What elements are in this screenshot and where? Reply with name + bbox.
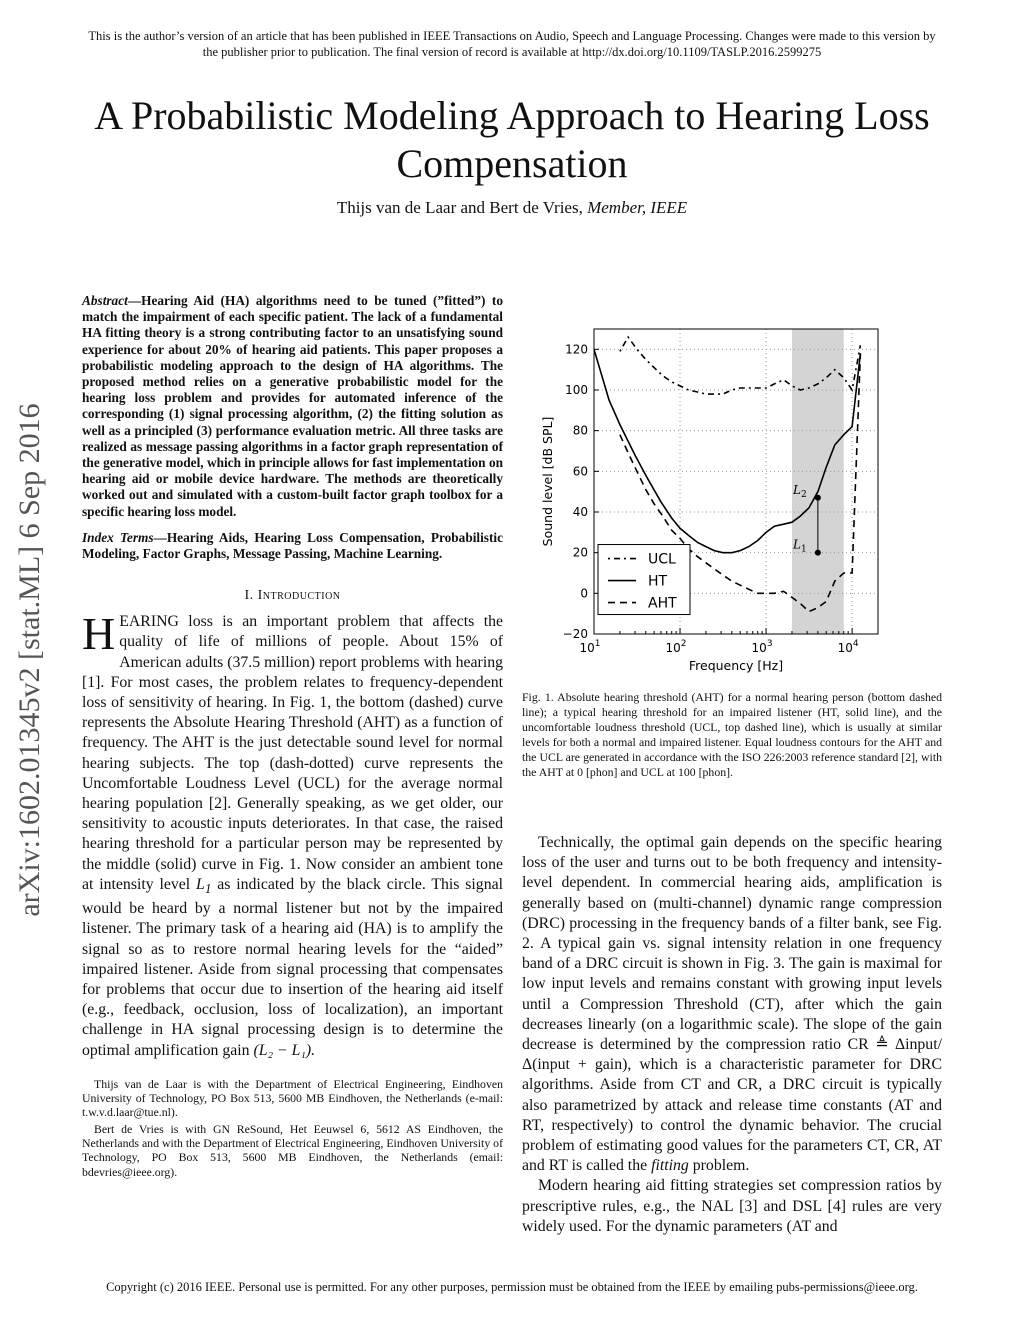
x-tick-label: $10^3$ [751,639,773,655]
annotation-point-l1 [815,550,821,556]
annotation-label-l2: $L_2$ [793,482,807,500]
legend-label-ht: HT [648,573,668,590]
y-tick-label: −20 [562,627,588,641]
x-tick-label: $10^4$ [837,639,859,655]
intro-gain: (L₂ − L₁). [253,1041,316,1059]
right-p1-text: Technically, the optimal gain depends on the specific hearing loss of the user and turns out to be both frequency and intensity-level dependent. In commercial hearing aids, amplification is generally based on (multi-channel) dynamic range compression (DRC) processing in the frequency bands of a filter bank, see Fig. 2. A typical gain vs. signal intensity relation in one frequency band of a DRC circuit is shown in Fig. 3. The gain is maximal for low input levels and remains constant with growing input levels until a Compression Threshold (CT), after which the gain decreases linearly (on a logarithmic scale). The slope of the gain decrease is determined by the compression ratio CR ≜ Δinput/Δ(input + gain), which is a characteristic parameter for DRC algorithms. Aside from CT and CR, a DRC circuit is typically also parametrized by attack and release time constants (AT and RT, respectively) to control the dynamic behavior. The crucial problem of estimating good values for the parameters CT, CR, AT and RT is called the [522,834,942,1175]
right-p1-end: problem. [692,1157,750,1175]
right-paragraph-1 [522,833,942,1176]
right-column-body [522,833,942,1237]
legend-label-aht: AHT [648,595,677,612]
y-tick-label: 120 [565,342,588,357]
arxiv-id: arXiv:1602.01345v2 [stat.ML] 6 Sep 2016 [13,403,46,917]
annotation-label-l1: $L_1$ [793,537,807,555]
index-terms-text: —Hearing Aids, Hearing Loss Compensation, Probabilistic Modeling, Factor Graphs, Message Passing, Machine Learning. [82,529,503,562]
intro-l1-letter: L [196,875,205,893]
index-terms [82,530,503,562]
y-tick-label: 100 [565,383,588,397]
paper-title: A Probabilistic Modeling Approach to Hearing Loss Compensation [94,93,930,186]
y-axis-label: Sound level [dB SPL] [540,416,555,547]
author-line [60,198,964,218]
y-tick-label: 0 [580,586,588,601]
annotation-point-l2 [815,495,821,501]
intro-text-2: as indicated by the black circle. This signal would be heard by a normal listener but not by the impaired listener. The primary task of a hearing aid (HA) is to amplify the signal so as to restore normal hearing levels for the “aided” impaired listener. Aside from signal processing that compensates for problems that occur due to insertion of the hearing aid itself (e.g., feedback, occlusion, loss of localization), an important challenge in HA signal processing design is to determine the optimal amplification gain [82,875,504,1059]
shaded-band [792,329,844,634]
right-paragraph-2: Modern hearing aid fitting strategies set compression ratios by prescriptive rules, e.g., the NAL [3] and DSL [4] rules are very widely used. For the dynamic parameters (AT and [522,1177,942,1235]
abstract-text: —Hearing Aid (HA) algorithms need to be tuned (”fitted”) to match the impairment of each specific patient. The lack of a fundamental HA fitting theory is a strong contributing factor to an unsatisfying sound experience for about 20% of hearing aid patients. This paper proposes a probabilistic modeling approach to the design of HA algorithms. The proposed method relies on a generative probabilistic model for the hearing loss problem and provides for automated inference of the corresponding (1) signal processing algorithm, (2) the fitting solution as well as a principled (3) performance evaluation metric. All three tasks are realized as message passing algorithms in a factor graph representation of the generative model, which in principle allows for fast implementation on hearing aid or mobile device hardware. The methods are theoretically worked out and simulated with a custom-built factor graph toolbox for a specific hearing loss model. [82,293,503,519]
abstract [82,293,503,520]
y-tick-label: 60 [572,464,588,479]
drop-cap: H [82,608,116,660]
intro-paragraph [82,608,504,1061]
top-note: This is the author’s version of an article that has been published in IEEE Transactions on Audio, Speech and Language Processing. Changes were made to this version by the publisher prior to publication. The final version of record is available at http://dx.doi.org/10.1109/TASLP.2016.2599275 [88,29,936,59]
footnote-author-1: Thijs van de Laar is with the Department of Electrical Engineering, Eindhoven University of Technology, PO Box 513, 5600 MB Eindhoven, the Netherlands (e-mail: t.w.v.d.laar@tue.nl). [82,1076,503,1120]
figure-1 [522,325,942,680]
y-tick-label: 80 [572,423,588,438]
y-tick-label: 40 [572,505,588,519]
x-tick-label: $10^2$ [665,639,687,655]
index-terms-lead: Index Terms [82,529,154,545]
abstract-lead: Abstract [82,293,128,308]
footnote-author-2: Bert de Vries is with GN ReSound, Het Eeuwsel 6, 5612 AS Eindhoven, the Netherlands and with the Department of Electrical Engineering, Eindhoven University of Technology, PO Box 513, 5600 MB Eindhoven, the Netherlands (email: bdevries@ieee.org). [82,1121,503,1179]
x-axis-label: Frequency [Hz] [688,658,784,673]
copyright-notice: Copyright (c) 2016 IEEE. Personal use is permitted. For any other purposes, permission must be obtained from the IEEE by emailing pubs-permissions@ieee.org. [106,1280,918,1294]
hearing-threshold-chart [522,325,942,680]
left-column [82,293,503,1181]
section-heading: I. Introduction [244,588,341,604]
y-tick-label: 20 [572,545,588,560]
figure-caption: Fig. 1. Absolute hearing threshold (AHT) for a normal hearing person (bottom dashed line); a typical hearing threshold for an impaired listener (HT, solid line), and the uncomfortable loudness threshold (UCL, top dashed line), which is usually at similar levels for both a normal and impaired listener. Equal loudness contours for the AHT and the UCL are generated in accordance with the ISO 226:2003 reference standard [2], with the AHT at 0 [phon] and UCL at 100 [phon]. [522,690,942,779]
legend-label-ucl: UCL [648,551,676,568]
x-tick-label: $10^1$ [579,639,601,655]
fitting-term: fitting [651,1157,689,1175]
intro-l1-symbol: $L_1$ [196,875,212,897]
author-membership: Member, IEEE [587,198,688,217]
arxiv-sidebar [8,350,52,970]
intro-text-1: EARING loss is an important problem that affects the quality of life of millions of people. About 15% of American adults (37.5 million) report problems with hearing [1]. For most cases, the problem relates to frequency-dependent loss of sensitivity of hearing. In Fig. 1, the bottom (dashed) curve represents the Absolute Hearing Threshold (AHT) as a function of frequency. The AHT is the just detectable sound level for normal hearing subjects. The top (dash-dotted) curve represents the Uncomfortable Loudness Level (UCL) for the average normal hearing population [2]. Generally speaking, as we get older, our sensitivity to acoustic inputs deteriorates. In that case, the raised hearing threshold for a particular person may be represented by the middle (solid) curve in Fig. 1. Now consider an ambient tone at intensity level [82,613,503,893]
footnotes [82,1077,503,1179]
author-names: Thijs van de Laar and Bert de Vries, [336,198,583,217]
